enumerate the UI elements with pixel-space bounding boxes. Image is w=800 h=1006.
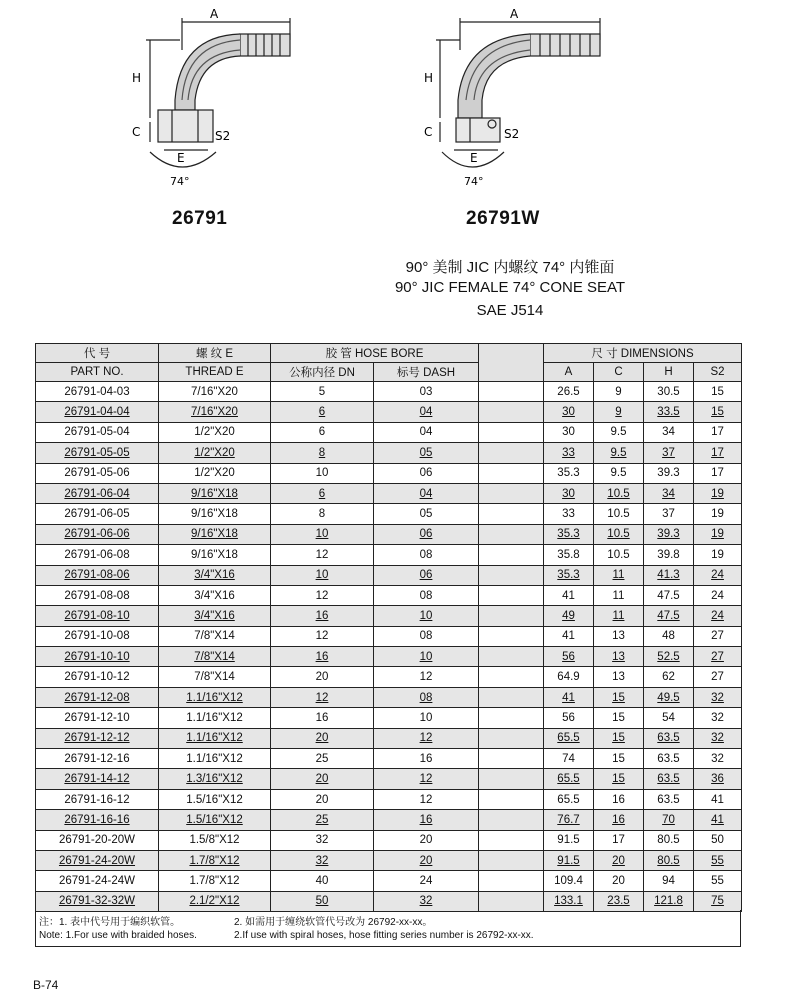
table-row bbox=[36, 871, 742, 891]
table-row bbox=[36, 687, 742, 707]
cell-spacer bbox=[479, 647, 544, 667]
cell-part: 26791-06-08 bbox=[36, 545, 159, 565]
cell-c: 10.5 bbox=[594, 483, 644, 503]
cell-dn: 10 bbox=[271, 565, 374, 585]
cell-h: 37 bbox=[644, 443, 694, 463]
table-row bbox=[36, 443, 742, 463]
table-row bbox=[36, 749, 742, 769]
cell-part: 26791-04-03 bbox=[36, 382, 159, 402]
cell-a: 91.5 bbox=[544, 850, 594, 870]
cell-dn: 5 bbox=[271, 382, 374, 402]
cell-part: 26791-16-12 bbox=[36, 789, 159, 809]
table-row bbox=[36, 545, 742, 565]
cell-part: 26791-06-06 bbox=[36, 524, 159, 544]
header-h: H bbox=[644, 363, 694, 382]
cell-s2: 15 bbox=[694, 402, 742, 422]
cell-thread: 9/16"X18 bbox=[159, 483, 271, 503]
header-part-zh: 代 号 bbox=[36, 344, 159, 363]
cell-thread: 9/16"X18 bbox=[159, 504, 271, 524]
cell-spacer bbox=[479, 850, 544, 870]
table-row bbox=[36, 891, 742, 911]
cell-s2: 19 bbox=[694, 524, 742, 544]
model-number-26791w: 26791W bbox=[466, 208, 540, 229]
cell-dn: 32 bbox=[271, 830, 374, 850]
model-number-26791: 26791 bbox=[172, 208, 228, 229]
cell-spacer bbox=[479, 606, 544, 626]
cell-a: 41 bbox=[544, 585, 594, 605]
cell-c: 9.5 bbox=[594, 422, 644, 442]
dim-a-label: A bbox=[510, 7, 519, 21]
cell-s2: 32 bbox=[694, 749, 742, 769]
cell-s2: 75 bbox=[694, 891, 742, 911]
elbow-fitting-drawing-26791 bbox=[120, 0, 350, 200]
cell-part: 26791-06-05 bbox=[36, 504, 159, 524]
cell-c: 13 bbox=[594, 667, 644, 687]
header-s2: S2 bbox=[694, 363, 742, 382]
cell-a: 35.8 bbox=[544, 545, 594, 565]
cell-c: 9.5 bbox=[594, 463, 644, 483]
cell-a: 76.7 bbox=[544, 810, 594, 830]
cell-s2: 36 bbox=[694, 769, 742, 789]
cone-angle-label: 74° bbox=[464, 175, 484, 188]
cell-c: 11 bbox=[594, 565, 644, 585]
cell-thread: 3/4"X16 bbox=[159, 585, 271, 605]
cell-part: 26791-14-12 bbox=[36, 769, 159, 789]
table-row bbox=[36, 708, 742, 728]
cell-part: 26791-12-10 bbox=[36, 708, 159, 728]
cell-h: 39.8 bbox=[644, 545, 694, 565]
cell-thread: 3/4"X16 bbox=[159, 565, 271, 585]
cell-thread: 1.7/8"X12 bbox=[159, 871, 271, 891]
cell-thread: 1.7/8"X12 bbox=[159, 850, 271, 870]
cell-s2: 41 bbox=[694, 789, 742, 809]
cell-spacer bbox=[479, 749, 544, 769]
cell-thread: 7/8"X14 bbox=[159, 647, 271, 667]
header-part-en: PART NO. bbox=[36, 363, 159, 382]
cell-thread: 2.1/2"X12 bbox=[159, 891, 271, 911]
cell-s2: 50 bbox=[694, 830, 742, 850]
header-dash: 标号 DASH bbox=[374, 363, 479, 382]
cell-c: 10.5 bbox=[594, 504, 644, 524]
cell-spacer bbox=[479, 891, 544, 911]
cell-dash: 04 bbox=[374, 483, 479, 503]
cell-s2: 55 bbox=[694, 871, 742, 891]
cell-thread: 1/2"X20 bbox=[159, 463, 271, 483]
note-zh-1: 注：1. 表中代号用于编织软管。 bbox=[39, 917, 181, 928]
cell-thread: 1.1/16"X12 bbox=[159, 687, 271, 707]
table-row bbox=[36, 565, 742, 585]
dim-c-label: C bbox=[132, 125, 141, 139]
table-row bbox=[36, 422, 742, 442]
cell-thread: 7/16"X20 bbox=[159, 382, 271, 402]
cell-s2: 19 bbox=[694, 483, 742, 503]
cell-dash: 20 bbox=[374, 830, 479, 850]
cell-c: 15 bbox=[594, 708, 644, 728]
cell-dash: 24 bbox=[374, 871, 479, 891]
cell-spacer bbox=[479, 422, 544, 442]
note-zh-2: 2. 如需用于缠绕软管代号改为 26792-xx-xx。 bbox=[234, 917, 433, 928]
cell-dn: 12 bbox=[271, 545, 374, 565]
cell-dn: 8 bbox=[271, 504, 374, 524]
cell-h: 39.3 bbox=[644, 463, 694, 483]
cell-a: 65.5 bbox=[544, 728, 594, 748]
cell-spacer bbox=[479, 524, 544, 544]
cell-dash: 06 bbox=[374, 565, 479, 585]
cell-spacer bbox=[479, 687, 544, 707]
cell-dash: 12 bbox=[374, 789, 479, 809]
table-row bbox=[36, 524, 742, 544]
header-a: A bbox=[544, 363, 594, 382]
cell-thread: 1.3/16"X12 bbox=[159, 769, 271, 789]
cell-spacer bbox=[479, 789, 544, 809]
cell-h: 49.5 bbox=[644, 687, 694, 707]
cell-part: 26791-12-16 bbox=[36, 749, 159, 769]
cell-spacer bbox=[479, 504, 544, 524]
cell-dash: 16 bbox=[374, 749, 479, 769]
cell-a: 30 bbox=[544, 402, 594, 422]
cell-a: 65.5 bbox=[544, 789, 594, 809]
table-row bbox=[36, 667, 742, 687]
cell-a: 33 bbox=[544, 504, 594, 524]
cell-h: 94 bbox=[644, 871, 694, 891]
cell-h: 37 bbox=[644, 504, 694, 524]
cell-dn: 20 bbox=[271, 728, 374, 748]
cell-thread: 1/2"X20 bbox=[159, 443, 271, 463]
cell-thread: 1.5/16"X12 bbox=[159, 810, 271, 830]
cell-dash: 12 bbox=[374, 667, 479, 687]
cell-dash: 08 bbox=[374, 545, 479, 565]
cell-h: 52.5 bbox=[644, 647, 694, 667]
cell-s2: 27 bbox=[694, 667, 742, 687]
cell-part: 26791-08-08 bbox=[36, 585, 159, 605]
cell-spacer bbox=[479, 565, 544, 585]
cell-c: 20 bbox=[594, 850, 644, 870]
cell-part: 26791-08-06 bbox=[36, 565, 159, 585]
cell-part: 26791-10-08 bbox=[36, 626, 159, 646]
cell-h: 33.5 bbox=[644, 402, 694, 422]
cell-a: 56 bbox=[544, 708, 594, 728]
header-hose-bore: 胶 管 HOSE BORE bbox=[271, 344, 479, 363]
table-row bbox=[36, 483, 742, 503]
cell-thread: 7/16"X20 bbox=[159, 402, 271, 422]
cell-spacer bbox=[479, 810, 544, 830]
cell-c: 15 bbox=[594, 687, 644, 707]
table-notes bbox=[35, 910, 741, 947]
cell-h: 70 bbox=[644, 810, 694, 830]
cell-spacer bbox=[479, 728, 544, 748]
cell-a: 91.5 bbox=[544, 830, 594, 850]
cell-dn: 8 bbox=[271, 443, 374, 463]
cell-part: 26791-12-12 bbox=[36, 728, 159, 748]
cell-a: 41 bbox=[544, 687, 594, 707]
cell-c: 23.5 bbox=[594, 891, 644, 911]
dim-c-label: C bbox=[424, 125, 433, 139]
cell-part: 26791-24-24W bbox=[36, 871, 159, 891]
cell-s2: 24 bbox=[694, 565, 742, 585]
cell-part: 26791-08-10 bbox=[36, 606, 159, 626]
cell-dn: 10 bbox=[271, 524, 374, 544]
cell-c: 15 bbox=[594, 769, 644, 789]
table-row bbox=[36, 789, 742, 809]
cell-h: 47.5 bbox=[644, 606, 694, 626]
cell-part: 26791-16-16 bbox=[36, 810, 159, 830]
cell-part: 26791-10-12 bbox=[36, 667, 159, 687]
table-row bbox=[36, 585, 742, 605]
cell-a: 41 bbox=[544, 626, 594, 646]
cell-a: 30 bbox=[544, 422, 594, 442]
cell-s2: 32 bbox=[694, 708, 742, 728]
dim-s2-label: S2 bbox=[215, 129, 231, 143]
cell-c: 10.5 bbox=[594, 524, 644, 544]
header-thread-zh: 螺 纹 E bbox=[159, 344, 271, 363]
cell-c: 15 bbox=[594, 728, 644, 748]
cell-spacer bbox=[479, 463, 544, 483]
cell-dn: 10 bbox=[271, 463, 374, 483]
cell-c: 10.5 bbox=[594, 545, 644, 565]
cell-dn: 16 bbox=[271, 708, 374, 728]
cell-c: 9 bbox=[594, 382, 644, 402]
dim-a-label: A bbox=[210, 7, 219, 21]
cell-a: 49 bbox=[544, 606, 594, 626]
table-row bbox=[36, 463, 742, 483]
cell-h: 63.5 bbox=[644, 789, 694, 809]
cell-s2: 17 bbox=[694, 422, 742, 442]
cell-dn: 6 bbox=[271, 422, 374, 442]
cell-dash: 08 bbox=[374, 687, 479, 707]
cell-s2: 32 bbox=[694, 687, 742, 707]
cell-h: 54 bbox=[644, 708, 694, 728]
cell-c: 15 bbox=[594, 749, 644, 769]
cell-a: 35.3 bbox=[544, 463, 594, 483]
cell-spacer bbox=[479, 545, 544, 565]
cell-thread: 1/2"X20 bbox=[159, 422, 271, 442]
cell-s2: 32 bbox=[694, 728, 742, 748]
dim-h-label: H bbox=[424, 71, 434, 85]
cell-dash: 10 bbox=[374, 647, 479, 667]
cell-spacer bbox=[479, 667, 544, 687]
table-row bbox=[36, 810, 742, 830]
cell-spacer bbox=[479, 483, 544, 503]
table-row bbox=[36, 402, 742, 422]
cell-thread: 7/8"X14 bbox=[159, 626, 271, 646]
cell-dash: 06 bbox=[374, 524, 479, 544]
cell-h: 63.5 bbox=[644, 728, 694, 748]
header-c: C bbox=[594, 363, 644, 382]
title-english: 90° JIC FEMALE 74° CONE SEAT bbox=[394, 279, 626, 296]
cell-spacer bbox=[479, 382, 544, 402]
cell-h: 48 bbox=[644, 626, 694, 646]
cell-a: 33 bbox=[544, 443, 594, 463]
cell-a: 65.5 bbox=[544, 769, 594, 789]
header-dn: 公称内径 DN bbox=[271, 363, 374, 382]
cell-h: 80.5 bbox=[644, 830, 694, 850]
cell-spacer bbox=[479, 830, 544, 850]
cell-dash: 04 bbox=[374, 402, 479, 422]
dim-s2-label: S2 bbox=[504, 127, 520, 141]
cell-dn: 12 bbox=[271, 626, 374, 646]
cell-thread: 3/4"X16 bbox=[159, 606, 271, 626]
cell-dn: 20 bbox=[271, 667, 374, 687]
cell-a: 30 bbox=[544, 483, 594, 503]
cell-h: 30.5 bbox=[644, 382, 694, 402]
cell-c: 9 bbox=[594, 402, 644, 422]
table-row bbox=[36, 728, 742, 748]
cell-c: 20 bbox=[594, 871, 644, 891]
cell-a: 109.4 bbox=[544, 871, 594, 891]
cell-thread: 7/8"X14 bbox=[159, 667, 271, 687]
cell-c: 9.5 bbox=[594, 443, 644, 463]
cone-angle-label: 74° bbox=[170, 175, 190, 188]
cell-h: 80.5 bbox=[644, 850, 694, 870]
table-row bbox=[36, 850, 742, 870]
cell-dn: 6 bbox=[271, 483, 374, 503]
cell-spacer bbox=[479, 443, 544, 463]
cell-dn: 16 bbox=[271, 606, 374, 626]
cell-c: 11 bbox=[594, 585, 644, 605]
cell-thread: 1.1/16"X12 bbox=[159, 749, 271, 769]
cell-part: 26791-05-04 bbox=[36, 422, 159, 442]
elbow-fitting-drawing-26791w bbox=[420, 0, 650, 200]
cell-s2: 41 bbox=[694, 810, 742, 830]
dim-h-label: H bbox=[132, 71, 142, 85]
cell-dash: 08 bbox=[374, 585, 479, 605]
cell-h: 121.8 bbox=[644, 891, 694, 911]
cell-dash: 03 bbox=[374, 382, 479, 402]
note-en-2: 2.If use with spiral hoses, hose fitting series number is 26792-xx-xx. bbox=[234, 930, 534, 941]
header-dimensions: 尺 寸 DIMENSIONS bbox=[544, 344, 742, 363]
table-row bbox=[36, 626, 742, 646]
cell-dash: 05 bbox=[374, 443, 479, 463]
cell-spacer bbox=[479, 708, 544, 728]
cell-spacer bbox=[479, 626, 544, 646]
cell-spacer bbox=[479, 769, 544, 789]
cell-part: 26791-12-08 bbox=[36, 687, 159, 707]
cell-a: 35.3 bbox=[544, 565, 594, 585]
cell-thread: 9/16"X18 bbox=[159, 545, 271, 565]
cell-a: 35.3 bbox=[544, 524, 594, 544]
cell-part: 26791-05-05 bbox=[36, 443, 159, 463]
cell-dn: 40 bbox=[271, 871, 374, 891]
cell-s2: 19 bbox=[694, 504, 742, 524]
cell-dash: 05 bbox=[374, 504, 479, 524]
cell-h: 62 bbox=[644, 667, 694, 687]
cell-part: 26791-06-04 bbox=[36, 483, 159, 503]
dimensions-table bbox=[35, 343, 742, 912]
cell-c: 16 bbox=[594, 789, 644, 809]
page-number: B-74 bbox=[33, 978, 59, 992]
cell-s2: 55 bbox=[694, 850, 742, 870]
table-row bbox=[36, 647, 742, 667]
table-row bbox=[36, 830, 742, 850]
cell-h: 63.5 bbox=[644, 749, 694, 769]
cell-c: 13 bbox=[594, 647, 644, 667]
cell-c: 17 bbox=[594, 830, 644, 850]
cell-dash: 12 bbox=[374, 728, 479, 748]
cell-a: 26.5 bbox=[544, 382, 594, 402]
cell-thread: 1.5/8"X12 bbox=[159, 830, 271, 850]
note-en-1: Note: 1.For use with braided hoses. bbox=[39, 930, 197, 941]
cell-dn: 20 bbox=[271, 769, 374, 789]
cell-dash: 04 bbox=[374, 422, 479, 442]
cell-thread: 9/16"X18 bbox=[159, 524, 271, 544]
cell-spacer bbox=[479, 402, 544, 422]
cell-part: 26791-32-32W bbox=[36, 891, 159, 911]
cell-c: 13 bbox=[594, 626, 644, 646]
header-spacer bbox=[479, 344, 544, 382]
table-row bbox=[36, 769, 742, 789]
cell-h: 41.3 bbox=[644, 565, 694, 585]
title-chinese: 90° 美制 JIC 内螺纹 74° 内锥面 bbox=[405, 259, 615, 276]
cell-part: 26791-24-20W bbox=[36, 850, 159, 870]
cell-a: 56 bbox=[544, 647, 594, 667]
cell-s2: 15 bbox=[694, 382, 742, 402]
cell-s2: 24 bbox=[694, 606, 742, 626]
cell-part: 26791-20-20W bbox=[36, 830, 159, 850]
cell-c: 16 bbox=[594, 810, 644, 830]
cell-dn: 12 bbox=[271, 585, 374, 605]
cell-s2: 27 bbox=[694, 626, 742, 646]
cell-s2: 17 bbox=[694, 443, 742, 463]
cell-a: 133.1 bbox=[544, 891, 594, 911]
cell-dash: 32 bbox=[374, 891, 479, 911]
table-row bbox=[36, 382, 742, 402]
cell-thread: 1.5/16"X12 bbox=[159, 789, 271, 809]
cell-dn: 20 bbox=[271, 789, 374, 809]
cell-dash: 10 bbox=[374, 708, 479, 728]
cell-spacer bbox=[479, 871, 544, 891]
table-row bbox=[36, 504, 742, 524]
cell-c: 11 bbox=[594, 606, 644, 626]
cell-dash: 16 bbox=[374, 810, 479, 830]
table-row bbox=[36, 606, 742, 626]
cell-part: 26791-05-06 bbox=[36, 463, 159, 483]
cell-a: 64.9 bbox=[544, 667, 594, 687]
header-thread-en: THREAD E bbox=[159, 363, 271, 382]
cell-s2: 17 bbox=[694, 463, 742, 483]
cell-a: 74 bbox=[544, 749, 594, 769]
cell-part: 26791-04-04 bbox=[36, 402, 159, 422]
cell-dn: 6 bbox=[271, 402, 374, 422]
cell-s2: 24 bbox=[694, 585, 742, 605]
dim-e-label: E bbox=[177, 151, 185, 165]
cell-dn: 12 bbox=[271, 687, 374, 707]
cell-h: 39.3 bbox=[644, 524, 694, 544]
cell-h: 34 bbox=[644, 422, 694, 442]
cell-dash: 20 bbox=[374, 850, 479, 870]
cell-dn: 32 bbox=[271, 850, 374, 870]
cell-s2: 19 bbox=[694, 545, 742, 565]
cell-part: 26791-10-10 bbox=[36, 647, 159, 667]
cell-dn: 50 bbox=[271, 891, 374, 911]
cell-dn: 25 bbox=[271, 749, 374, 769]
cell-s2: 27 bbox=[694, 647, 742, 667]
cell-spacer bbox=[479, 585, 544, 605]
title-standard: SAE J514 bbox=[476, 302, 544, 319]
cell-h: 63.5 bbox=[644, 769, 694, 789]
cell-thread: 1.1/16"X12 bbox=[159, 728, 271, 748]
cell-dn: 25 bbox=[271, 810, 374, 830]
cell-h: 34 bbox=[644, 483, 694, 503]
cell-dash: 10 bbox=[374, 606, 479, 626]
cell-dash: 08 bbox=[374, 626, 479, 646]
cell-dn: 16 bbox=[271, 647, 374, 667]
cell-dash: 06 bbox=[374, 463, 479, 483]
dim-e-label: E bbox=[470, 151, 478, 165]
cell-thread: 1.1/16"X12 bbox=[159, 708, 271, 728]
cell-h: 47.5 bbox=[644, 585, 694, 605]
cell-dash: 12 bbox=[374, 769, 479, 789]
